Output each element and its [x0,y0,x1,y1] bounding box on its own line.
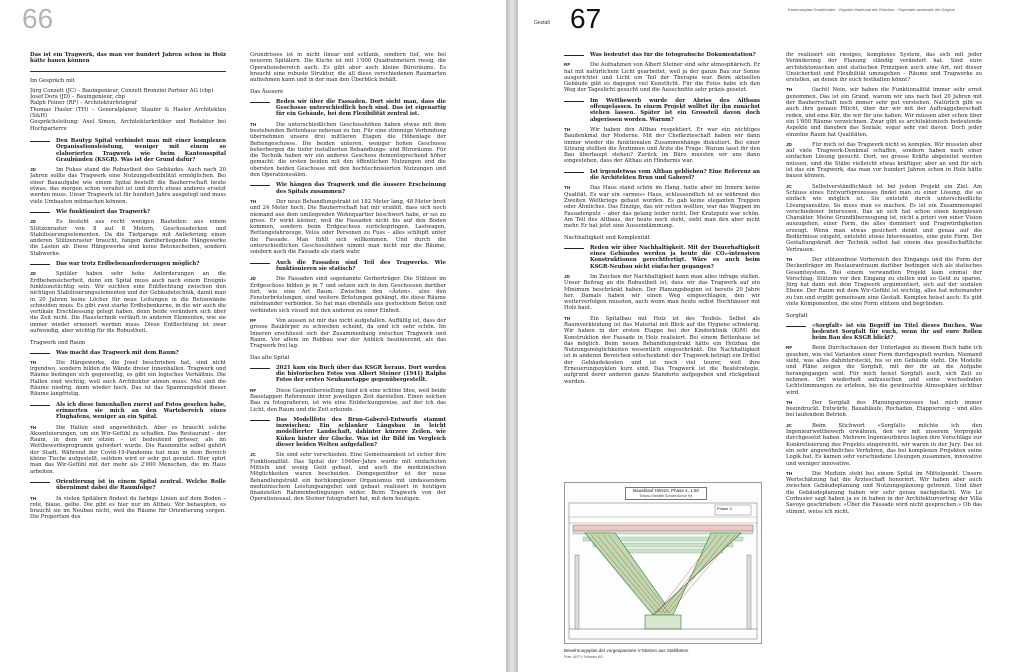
interview-question: Das war trotz Erdbebenanforderungen möglich? [30,261,226,267]
caption-credit: Plan: ARTY Schwarz AG [564,655,604,659]
answer-text: Der neue Behandlungstrakt ist 182 Meter lang, 48 Meter breit und 24 Meter hoch. Die Bauherrschaft hat mir erzählt, dass sich noch niemand aus dem umliegenden Wohnquartier beschwert habe, er sei zu gross. Er wirkt kleiner, weil die Fassaden nicht bis auf den Boden kommen, sondern beim Erdgeschoss zurückspringen. Lastwagen, Rettungsfahrzeuge, Velos oder Personen zu Fuss – alles schlüpft unter die Fassade. Man fühlt sich willkommen. Und durch die unterschiedlichen Geschosshöhen nimmt man nicht nur die Räume, sondern auch die Fassade als stark wahr. [250,198,446,256]
interview-question: Ist irgendetwas vom Altbau geblieben? Eine Referenz an die Architekten Brun und Gaberel? [564,169,760,182]
speaker-initials: JD [30,219,36,225]
speaker-initials: JD [564,273,570,279]
section-subheading: Tragwerk und Raum [30,340,86,347]
intro-line: Im Gespräch mit [30,77,75,84]
interview-answer [30,496,226,521]
title-rule [30,71,226,72]
interview-answer [786,87,982,137]
speaker-initials: RF [786,345,793,351]
participant: Josef Dora (JD) – Bauingenieur, cbp [30,94,125,101]
speaker-initials: TH [786,470,793,476]
answer-text: Für mich ist das Tragwerk nicht so komplex. Wir mussten aber auf viele Tragwerk-Denkmal schaffen, sondern haben nach einer einfachen Lösung gesucht. Dort, wo grosse Kräfte abgeleitet werden müssen, sind die Stäbe vielleicht etwas kräftiger, aber an und für sich ist das ein Tragwerk, das man vor hundert Jahren schon in Holz hätte bauen können. [786,141,982,180]
answer-text: Die Fassaden sind sogenannte Gerberträger. Die Stützen im Erdgeschoss bilden je in 7 und setzen sich in den Geschossen darüber fort, wie eine Art Baum. Zwischen den «Ästen», also den Fensterbrüstungen, sind weitere Brüstungen gehängt, die diese Räume miteinander verbinden. So hat man ebenfalls aus gestocktem Beton und verbinden sich visuell mit den anderen zu einer Einheit. [250,276,446,314]
answer-text: Grundrisses ist in nicht linear und schlank, sondern tief, wie bei neueren Spitälern. Die Küche ist mit 1'000 Quadratmetern riesig, die Operationsbereich auch. Es gibt aber auch kleine Büroräume. Es braucht eine robuste Struktur, die all diese verschiedenen Raumarten aufnehmen kann und in der man den Überblick behält. [250,52,446,84]
speaker-initials: TH [564,126,571,132]
speaker-initials: JD [786,141,792,147]
interview-answer [786,400,982,419]
article-title: Das ist ein Tragwerk, das man vor hundert Jahren schon in Holz hätte bauen können [30,52,226,65]
right-column-1 [564,52,760,480]
answer-text: Die unterschiedlichen Geschosshöhen haben etwas mit dem bestehenden Bettenhaus nebenan zu tun. Für eine stimmige Verbindung übernehmen unsere drei mittleren Etagen die Höhenlage der Bettengeschosse. Die beiden unteren, weniger hohen Geschosse beherbergen die tiefer installierten Behandlungs- und Büroräume. Für die Technik haben wir ein anderes Geschoss dementsprechend höher gemacht: die ersten beiden mit den öffentlichen Nutzungen und die obersten beiden Geschosse mit den hochtechnisierten Nutzungen und den Operationssälen. [250,121,446,179]
answer-text: In vielen Spitälern findest du farbige Linien auf dem Boden – rote, blaue, gelbe. Die gibt es hier nur im Altbau. Wir behaupten, es braucht sie im Neubau nicht, weil die Räume für Orientierung sorgen. Die Proportion des [30,495,226,521]
interview-answer [786,142,982,180]
speaker-initials: TH [30,424,37,430]
interview-question: «Sorgfalt» ist ein Begriff im Titel dieses Buches. Was bedeutet Sorgfalt für euch, wenn ihr auf eure Rollen beim Bau des KSGR blickt? [786,323,982,342]
answer-text: Beim Durchschauen der Unterlagen zu diesem Buch habe ich gesehen, wie viel Varianten einer Form durchgespielt wurden. Niemand sieht, was alles dahintersteckt, bis so ein Gebäude steht. Die Modelle und Pläne zeigen die Sorgfalt, mit der ihr an die Aufgabe herangegangen seid. Für mich heisst Sorgfalt auch, sich Zeit zu nehmen. Ort wiederholt aufzusuchen und seine wechselnden Lichtstimmungen zu erleben, bis die gewünschte Atmosphäre sichtbar wird. [786,345,982,396]
answer-text: Sie sind sehr verschieden. Eine Gemeinsamkeit ist sicher ihre Funktionalität. Das Spital der 1940er-Jahre wurde mit einfachsten Mitteln und wenig Geld gebaut, und auch die medizinischen Möglichkeiten waren bescheiden. Demgegenüber ist der neue Behandlungstrakt ein hochkomplexer Organismus mit umfassendem medizinischem Leistungsangebot und gebaut realisiert in heutigen finanziellen Rahmenbedingungen wider. Beim Tragwerk von der Operationssaal, den Steiner fotografiert hat, mit dem heutigen. [250,452,446,503]
speaker-initials: TH [786,256,793,262]
interview-answer [250,318,446,349]
speaker-initials: JD [250,276,256,282]
speaker-initials: JD [30,167,36,173]
answer-text: Von aussen ist mir das nicht aufgefallen. Auffällig ist, dass der grosse Baukörper zu schweben scheint, da sind ich sehr schön. Im Inneren erschliesst sich der Zusammenhang zwischen Tragwerk und Raum. Vor allem im Robbau war der Anblick faszinierend, als das Tragwerk frei lag. [250,317,446,350]
interview-answer [564,127,760,165]
speaker-initials: RF [250,387,257,393]
interview-question: Was bedeutet das für die fotografische Dokumentation? [564,52,760,58]
answer-text: Selbstverständlichkeit ist bei jedem Projekt ein Ziel. Am Schluss eines Entwurfsprozesses findet man zu einer Lösung, die so einfach wie möglich ist. Sie entsteht durch unterschiedliche Lösungsansätze. So muss man es machen. Es ist ein Zusammenspiel verschiedener Interessen. Das an sich hat schon einen komplexen Charakter. Meine Grundüberzeugung ist, nicht a priori von einer Vision auszugehen, einer Form, die alles dominiert und Fragwürdigkeiten erzeugt. Wenn man etwas gesichert denkt und genau auf die Bedürfnisse eingeht, entsteht etwas Interessantes, eine gute Form. Der Gestaltungskraft der Technik selbst hat einem das gesellschaftliche Vertrauen. [786,183,982,253]
section-subheading: Sorgfalt [786,313,808,320]
section-subheading: Das Äussere [250,89,284,96]
interview-answer [30,425,226,475]
interview-question: Im Wettbewerb wurde der Abriss des Altbaus offengelassen. In einem Projekt wolltet ihr ihn zunächst stehen lassen. Später ist ein Grossteil davon doch abgerissen worden. Warum? [564,98,760,123]
speaker-initials: RF [250,317,257,323]
section-tag: Gestalt [534,20,550,26]
interview-question: 2021 kam ein Buch über das KSGR heraus. Dort wurden die historischen Fotos von Albert Steiner (1941) Ralphs Fotos der ersten Neubauetappe gegenübergestellt. [250,365,446,384]
speaker-initials: TH [250,198,257,204]
figure-caption [564,648,760,660]
speaker-initials: JC [786,422,792,428]
drawing-title: Bauablauf H0N10, Phase 4, 1:50 [633,488,699,493]
answer-text: Der Sorgfalt des Planungsprozesses hat mich immer beeindruckt. Entwürfe, Bauabläufe, Rochaden, Etappierung – und alles bei laufendem Betrieb. [786,399,982,419]
answer-text: ihr realisiert ein riesiges, komplexes System, das sich mit jeder Veränderung der Planung ständig verändert hat. Sind eure architektonischen und statischen Prinzipien auch eine Art, mit dieser Unsicherheit und Flexibilität umzugehen – Räume und Tragwerke zu erstellen, an denen ihr euch festhalten könnt? [786,52,982,84]
participant: Ralph Feiner (RF) – Architekturfotograf [30,100,137,107]
structural-drawing [564,482,762,644]
left-column-2 [250,52,446,664]
participant: Thomas Hasler (TH) – Generalplaner, Staufer & Hasler Architekten (S&H) [30,106,226,120]
speaker-initials: TH [250,121,257,127]
speaker-initials: TH [564,185,571,191]
answer-text: Der stützenfreie Vorbereich des Eingangs und die Form der Deckenträger im Restaurantraum darüber bedingen sich als statisches Gesamtsystem. Bei einem verwandten Projekt kam einmal der Vorschlag, Stützen vor den Eingang zu stellen und so Geld zu sparen. Jürg hat dann mit dem Tragwerk argumentiert, sich auf der sozialen Ebene. Der Raum mit dem Wir-Gefühl ist wichtig, alles hat miteinander zu tun und ergibt gemeinsam eine Gestalt. Komplex heisst auch: Es gibt viele Komponenten, die eine Form stützen und begründen. [786,256,982,307]
drawing-subtitle: Einbau Stahlteil Schicht Achse H4 [639,493,693,498]
caption-text: Bewehrungsplan der vorgespannten V-Stützen aus Stahlbeton [564,648,689,653]
interview-answer [564,274,760,312]
interview-answer [250,52,446,83]
interview-question: Als ich diese Innenhallen zuerst auf Fotos gesehen habe, erinnerten sie mich an den Wartebereich eines Flughafens, weniger an ein Spital. [30,402,226,421]
speaker-initials: TH [30,359,37,365]
interview-answer [250,388,446,413]
drawing-title-box [625,487,707,500]
book-gutter [506,0,518,672]
answer-text: Die Medizin steht bei einem Spital im Mittelpunkt. Unsere Wertschätzung hat die Ärzteschaft honoriert. Wir haben aber auch zwischen Gebäudeplanung und Nutzungsplanung getrennt. Und über die Gebäudeplanung haben wir sehr genau nachgedacht. Wie Le Corbusier sagt haben ja es in haben in der Architekturvertrag der Villa Savoye geschrieben: «Über die Fassade wird nicht gesprochen.» Ob das stimmt, weiss ich nicht. [786,470,982,515]
answer-text: (lacht) Nein, wir haben die Funktionalität immer sehr ernst genommen. Das ist ein Grund, warum wir uns nach fast 20 Jahren mit der Bauherrschaft noch immer sehr gut verstehen. Natürlich gibt es auch ihre genaue Pflicht, über der wir mit der Auftraggeberschaft reden, und eine Kür, die wir für uns haben. Wir müssen aber schon über ein 1'600 Räume verzeichnen. Zwar gibt es architektonisch bedeutende Aspekte und daneben das Soziale, sogar sehr viel davon. Doch jeder einzelne Raum hat Qualitäten. [786,87,982,138]
interview-answer [564,62,760,93]
answer-text: Im Zeichen der Nachhaltigkeit kann man alles infrage stellen. Unser Beitrag an die Robustheit ist, dass wir das Tragwerk auf ein Minimum beschränkt haben. Der Planungsbeginn ist bereits 20 Jahre her. Damals haben wir einen Weg eingeschlagen, den wir weiterverfolgen mussten, auch wenn man heute selbst Hochhäuser mit Holz baut. [564,273,760,312]
interview-answer [250,452,446,502]
speaker-initials: TH [30,495,37,501]
left-page [0,0,506,672]
speaker-initials: TH [786,399,793,405]
answer-text: Spitäler haben sehr hohe Anforderungen an die Erdbebensicherheit, denn ein Spital muss auch nach einem Ereignis funktionstüchtig sein. Wir suchten eine Entflechtung zwischen den nichtigen Stabilisierungselementen und der Gebäudetechnik, damit man in 20 Jahren keine Löcher für neue Leitungen in die Betonwände schneiden muss. Es gibt zwei starke Erdbebenkerne, in die wir auch die vertikale Erschliessung gelegt haben, denn beide verändern sich über die Zeit nicht. Die Haustechnik verläuft in anderen Elementen, wie sie immer wieder erneuert werden muss. Diese Entflechtung ist zwar aufwendig, aber wichtig für die Robustheit. [30,271,226,334]
speaker-initials: RF [564,62,571,68]
interview-question: Wie funktioniert das Tragwerk? [30,209,226,215]
interview-answer [786,345,982,395]
running-header: Kantonsspital Graubünden · Ospidal chantunal dal Grischun · Ospedale cantonale dei Grigioni [788,7,955,12]
interview-answer [250,276,446,314]
speaker-initials: TH [564,315,571,321]
speaker-initials: JC [786,183,792,189]
interview-question: Wie hängen das Tragwerk und die äussere Erscheinung des Spitals zusammen? [250,182,446,195]
answer-text: Es besteht aus recht wenigen Bauteilen: aus einem Stützenraster von 8 auf 8 Metern, Geschossdecken und Stabilisierungselementen. Da die Tiefgarage mit Anlieferung einen anderen Stützenraster braucht, fangen darüberliegende Hängewerke die Lasten ab. Diese Hängewerke sind keine Betonscheiben, sondern Stabwerke. [30,219,226,257]
interview-question: Das Modellfoto des Brun-Gaberel-Entwurfs stammt inzwischen: Ein schlanker Längsbau in leicht modellierter Landschaft, dahinter kürzere Zeilen, wie Küken hinter der Glucke. Was ist ihr Bild im Vergleich dieser beiden Welten aufgefallen? [250,417,446,448]
interview-answer [564,185,760,229]
interview-answer [30,167,226,205]
interview-answer [30,271,226,334]
participants-list [30,88,226,132]
interview-answer [786,184,982,253]
answer-text: Die Hallen sind ungewöhnlich. Aber es braucht solche Akzentuierungen, um ein Wir-Gefühl zu schaffen. Das Restaurant – der Raum, in dem wir sitzen – ist bedeutend grösser, als im Wettbewerbsprogramm gefordert wurde. Die Raummitte selbst gehört der Stadt. Während der Covid-19-Pandemie hat man in dem Bereich kleine Tische aufgestellt, seitdem wird er sehr gut genutzt. Hier spürt man das Wir-Gefühl mit der mehr als 2'000 Menschen, die im Haus arbeiten. [30,424,226,475]
phase-label: Phase 4 [717,506,732,511]
interview-answer [30,360,226,398]
answer-text: Die Hängewerke, die Josef beschrieben hat, sind nicht irgendwo, sondern bilden die Wände dreier Innenhallen. Tragwerk und Räume bedingen sich gegenseitig, es gibt ein logisches Verhältnis. Die Hallen sind wichtig, weil auch Architektur atmen muss: Mal sind die Räume niedrig, dann wieder hoch. Das ist das Spannungsfeld dieser Räume langfristig. [30,359,226,398]
answer-text: Das Haus stand schön im Hang, hatte aber im Innern keine Qualität. Es war ein «armes» Haus, schlussendlich ist es während des Zweiten Weltkriegs gebaut worden. Es gab keine eleganten Treppen oder Ähnliches. Das Einzige, das wir retten wollten, war das Wappen im Fassadenputz – aber das gelang leider nicht. Der Kratzputz war schön. Am Teil des Altbaus, der heute noch steht, sieht man den aber nicht mehr. Er hat jetzt eine Aussendämmung. [564,185,760,230]
interview-answer [250,122,446,179]
right-page [518,0,1024,672]
interview-answer [564,316,760,385]
speaker-initials: JD [30,271,36,277]
interview-answer [30,219,226,257]
answer-text: Diese Gegenüberstellung fand ich eine schöne Idee, weil beide Bauetappen Referenzen ihrer jeweiligen Zeit darstellen. Einen solchen Bau zu fotografieren, ist wie eine Entdeckungsreise, auf der ich das Licht, den Raum und die Zeit erkunde. [250,387,446,413]
interview-answer [250,199,446,256]
answer-text: Im Fokus stand die Robustheit des Gebäudes. Auch nach 20 Jahren sollte das Tragwerk eine Nutzungsflexibilität ermöglichen. Bei einer Bauaufgabe wie einem Spital bestellt die Bauherrschaft heute etwas, das morgen schon veraltet ist und durch etwas anderes ersetzt werden muss. Unser Tragwerk ist für hundert Jahre ausgelegt und muss viele Umbauten mitmachen können. [30,167,226,205]
interview-answer [786,257,982,307]
answer-text: Die Aufnahmen von Albert Steiner sind sehr atmosphärisch. Er hat mit natürlichem Licht gearbeitet, weil ja der ganze Bau zur Sonne ausgerichtet und Licht ein Teil der Therapie war. Beim aktuellen Gebäude gibt es dagegen viel Kunstlicht. Für die Fotos habe ich den Weg der Tageslicht gesucht und die Ausschnitte sehr präzis gesetzt. [564,62,760,94]
speaker-initials: JC [250,452,256,458]
participant: Gesprächsleitung: Axel Simon, Architekturkritiker und Redaktor bei Hochparterre [30,119,226,132]
speaker-initials: TH [786,87,793,93]
page-number-left: 66 [22,3,54,34]
interview-question: Auch die Fassaden sind Teil des Tragwerks. Wie funktionieren sie statisch? [250,260,446,273]
interview-question: Orientierung ist in einem Spital zentral. Welche Rolle übernimmt dabei die Raumfolge? [30,479,226,492]
interview-answer [786,52,982,83]
interview-question: Reden wir über Nachhaltigkeit. Mit der Dauerhaftigkeit eines Gebäudes werden ja heute die CO₂-intensiven Konstruktionen gerechtfertigt. Wäre es auch beim KSGR-Neubau nicht einfacher gegangen? [564,245,760,270]
right-column-2 [786,52,982,664]
interview-question: Reden wir über die Fassaden. Dort sieht man, dass die Geschosse unterschiedlich hoch sind. Das ist eigenartig für ein Gebäude, bei dem Flexibilität zentral ist. [250,99,446,118]
answer-text: Wir haben den Altbau respektiert. Er war ein wichtiges Baudenkmal der Moderne. Mit der Chefärzteschaft haben wir dann immer wieder die funktionalen Zusammenhänge diskutiert. Bei einer Sitzung stellten die Ärztinnen und Ärzte die Frage: Warum lasst ihr den Bau überhaupt stehen? Zurück im Büro mussten wir uns dann eingestehen, dass der Altbau ein Hindernis war. [564,126,760,165]
section-subheading: Nachhaltigkeit und Komplexität [564,235,650,242]
left-column-1 [30,52,226,664]
participant: Jürg Conzett (JC) – Bauingenieur, Conzett Bronzini Partner AG (cbp) [30,87,214,94]
interview-answer [786,423,982,467]
interview-question: Was macht das Tragwerk mit dem Raum? [30,350,226,356]
interview-answer [786,471,982,515]
answer-text: Beim Stichwort «Sorgfalt» möchte ich den Ingenieurwettbewerb erwähnen, den wir mit unserem Vorprojekt durchgesetzt haben. Mehrere Ingenieurbüros legten ihre Vorschläge zur Konkretisierung des Projekts eingereicht, wir waren in der Jury. Das ist ein sehr ungewöhnliches Verfahren, das bei komplexen Projekten seine Logik hat. Es kamen sehr verschiedene Lösungen zusammen, innovative und weniger innovative. [786,422,982,467]
page-number-right: 67 [570,3,602,34]
section-subheading: Das alte Spital [250,355,290,362]
interview-question: Den Bautyp Spital verbindet man mit einer komplexen Organisationsleistung, weniger mit einem so elaborierten Tragwerk wie beim Kantonsspital Graubünden (KSGR). Was ist der Grund dafür? [30,138,226,163]
answer-text: Ein Spitalbau mit Holz ist des Teufels. Selbst als Raumverkleidung ist das Material mit Blick auf die Hygiene schwierig. Wir haben in der ersten Etappe bei der Kinderklinik (KiM) die Konstruktion der Fassade in Holz realisiert. Bei einem Bettenhaus ist das möglich. Beim neuen Behandlungstrakt hätte ein Holzbau die Nutzungsmöglichkeiten wesentlich eingeschränkt. Die Nachhaltigkeit ist in anderen Bereichen entscheidend: der Tragwerk beträgt ein Drittel der Gebäudekosten und ist noch viel teurer, weil ihre Erneuerungszyklen kurz sind. Das Tragwerk ist die Realstrategie, aufgrund derer anderen ganze Standorte aufgegeben und rückgebaut werden. [564,315,760,385]
